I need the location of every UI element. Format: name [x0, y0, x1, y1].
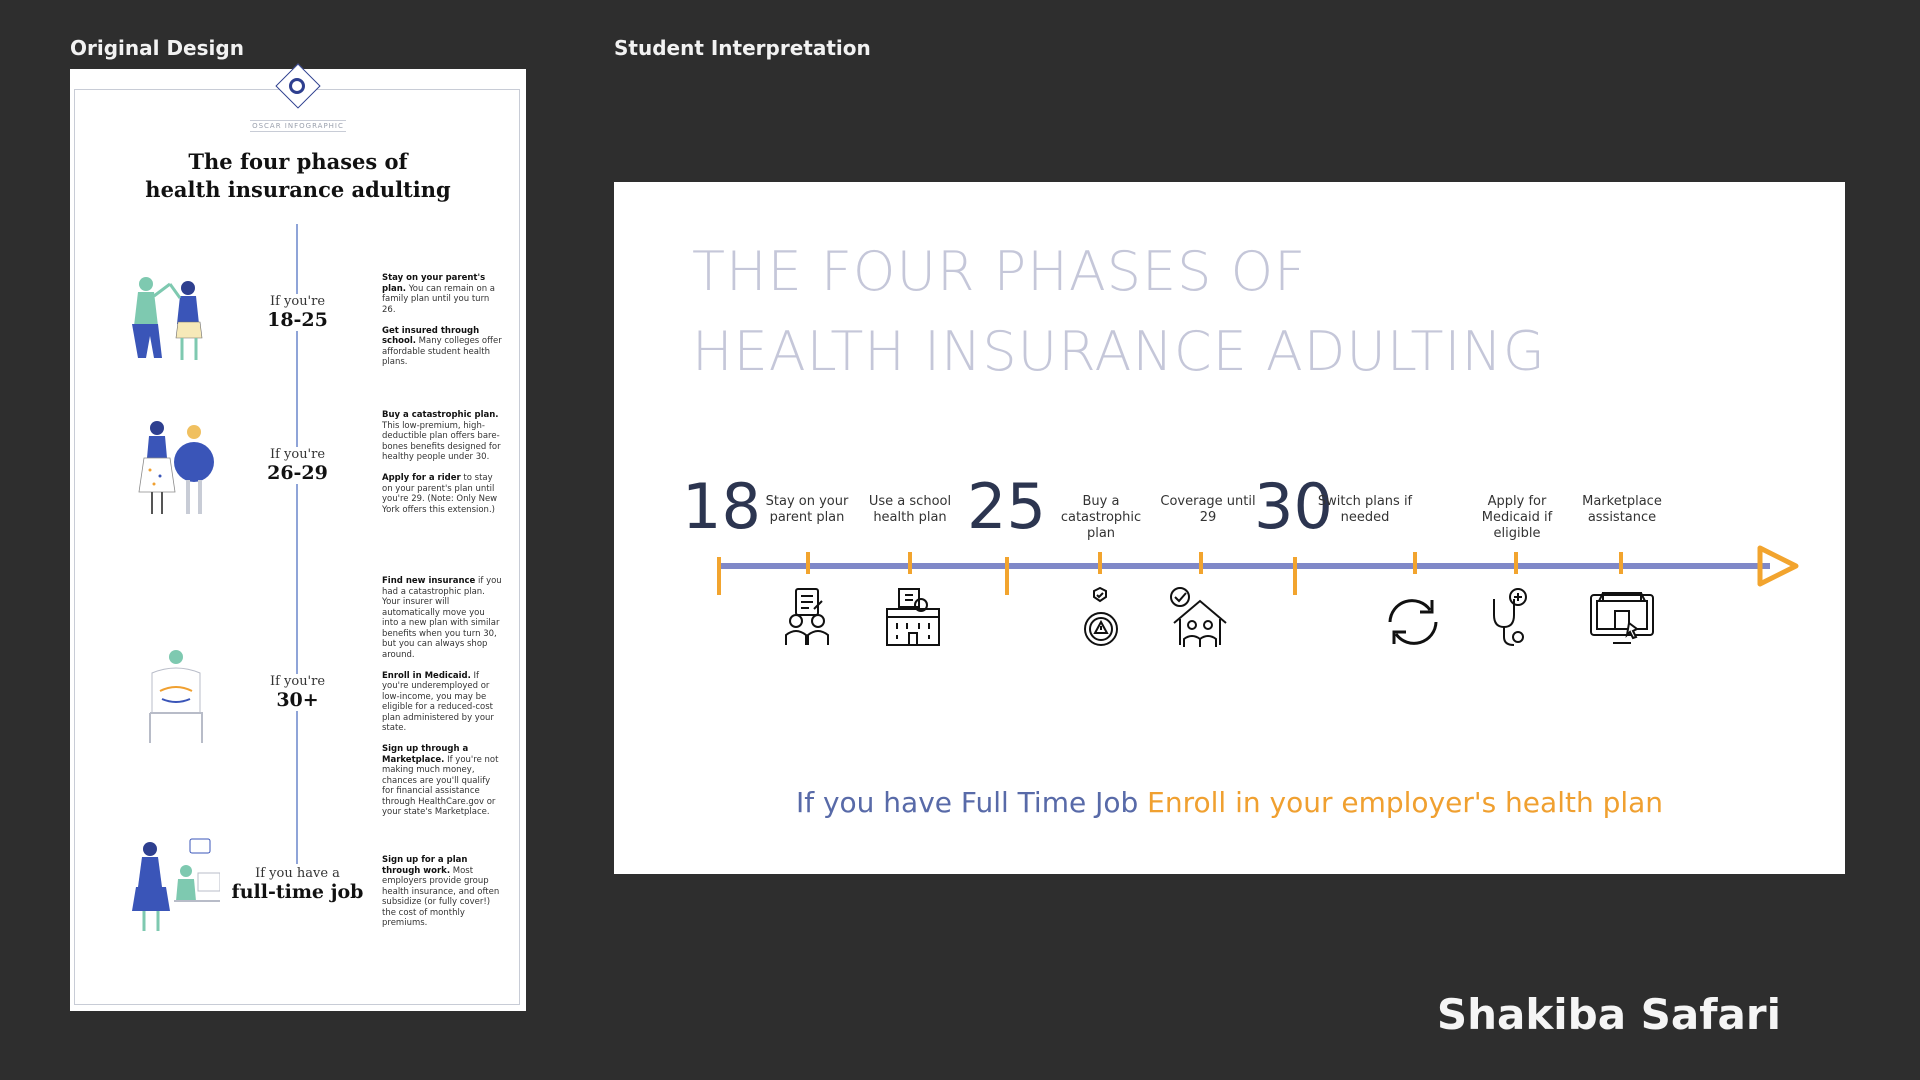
oscar-logo-ring-icon	[289, 78, 305, 94]
label-stay-on-parent-plan: Stay on your parent plan	[765, 494, 849, 525]
infographic-tag: OSCAR INFOGRAPHIC	[250, 120, 346, 132]
phase-30-plus-label	[220, 674, 375, 711]
original-title-line1: The four phases of	[188, 149, 408, 174]
original-title-line2: health insurance adulting	[145, 177, 451, 202]
phase-prefix: If you have a	[255, 866, 340, 881]
tick-3	[1098, 552, 1102, 574]
student-interpretation-heading: Student Interpretation	[614, 36, 871, 60]
tick-25	[1005, 557, 1009, 595]
slide-title	[692, 232, 1546, 392]
phase-value: full-time job	[231, 881, 364, 903]
label-school-health-plan: Use a school health plan	[868, 494, 952, 525]
age-25: 25	[967, 470, 1046, 543]
refresh-icon	[1380, 592, 1446, 652]
original-design-panel	[70, 69, 526, 1011]
phase-prefix: If you're	[269, 674, 326, 689]
phase-prefix: If you're	[269, 447, 326, 462]
slide-title-line1: THE FOUR PHASES OF	[692, 240, 1307, 303]
tick-5	[1413, 552, 1417, 574]
student-slide	[614, 182, 1845, 874]
phase-value: 18-25	[267, 309, 328, 331]
stethoscope-icon	[1488, 587, 1536, 649]
original-design-heading: Original Design	[70, 36, 244, 60]
timeline-arrow-icon	[1756, 544, 1802, 588]
tick-2	[908, 552, 912, 574]
tick-7	[1619, 552, 1623, 574]
tick-6	[1514, 552, 1518, 574]
house-family-icon	[1168, 587, 1232, 651]
phase-value: 30+	[276, 689, 319, 711]
phase-full-time-job-label	[220, 866, 375, 903]
person-in-chair-illustration-icon	[132, 643, 222, 753]
phase-2-description: Buy a catastrophic plan. This low-premium, high-deductible plan offers bare-bones benefits designed for healthy people under 30. Apply for a rider to stay on your parent's plan until you're 29. (Note: Only New York offers this extension.)	[382, 410, 501, 515]
gear-warning-icon	[1078, 587, 1124, 649]
phase-prefix: If you're	[269, 294, 326, 309]
phase-18-25-label	[220, 294, 375, 331]
work-desk-illustration-icon	[128, 837, 228, 937]
friends-highfive-illustration-icon	[118, 264, 218, 364]
age-18: 18	[682, 470, 761, 543]
label-marketplace-assistance: Marketplace assistance	[1582, 494, 1662, 525]
age-30: 30	[1254, 470, 1333, 543]
bottom-note	[614, 786, 1845, 819]
timeline-line	[720, 563, 1770, 569]
author-name: Shakiba Safari	[1436, 990, 1781, 1039]
tick-18	[717, 557, 721, 595]
original-title	[70, 148, 526, 204]
school-building-icon	[883, 587, 943, 649]
tick-1	[806, 552, 810, 574]
label-apply-medicaid: Apply for Medicaid if eligible	[1481, 494, 1553, 541]
phase-3-description: Find new insurance if you had a catastrophic plan. Your insurer will automatically move you into a new plan with similar benefits when you turn 30, but you can always shop around. Enroll in Medicaid. If you're underemployed or low-income, you may be eligible for a reduced-cost plan administered by your state. Sign up through a Marketplace. If you're not making much money, chances are you'll qualify for financial assistance through HealthCare.gov or your state's Marketplace.	[382, 576, 502, 817]
label-switch-plans: Switch plans if needed	[1317, 494, 1413, 525]
phase-value: 26-29	[267, 462, 328, 484]
computer-store-icon	[1589, 587, 1655, 649]
label-coverage-until-29: Coverage until 29	[1160, 494, 1256, 525]
slide-title-line2: HEALTH INSURANCE ADULTING	[692, 320, 1546, 383]
tick-4	[1199, 552, 1203, 574]
couple-illustration-icon	[132, 414, 222, 519]
bottom-note-action: Enroll in your employer's health plan	[1147, 786, 1664, 819]
phase-26-29-label	[220, 447, 375, 484]
phase-1-description: Stay on your parent's plan. You can remain on a family plan until you turn 26. Get insured through school. Many colleges offer affordable student health plans.	[382, 273, 502, 367]
phase-4-description: Sign up for a plan through work. Most employers provide group health insurance, and often subsidize (or fully cover!) the cost of monthly premiums.	[382, 855, 500, 928]
family-document-icon	[784, 587, 834, 647]
tick-30	[1293, 557, 1297, 595]
label-catastrophic-plan: Buy a catastrophic plan	[1060, 494, 1142, 541]
bottom-note-condition: If you have Full Time Job	[795, 786, 1148, 819]
